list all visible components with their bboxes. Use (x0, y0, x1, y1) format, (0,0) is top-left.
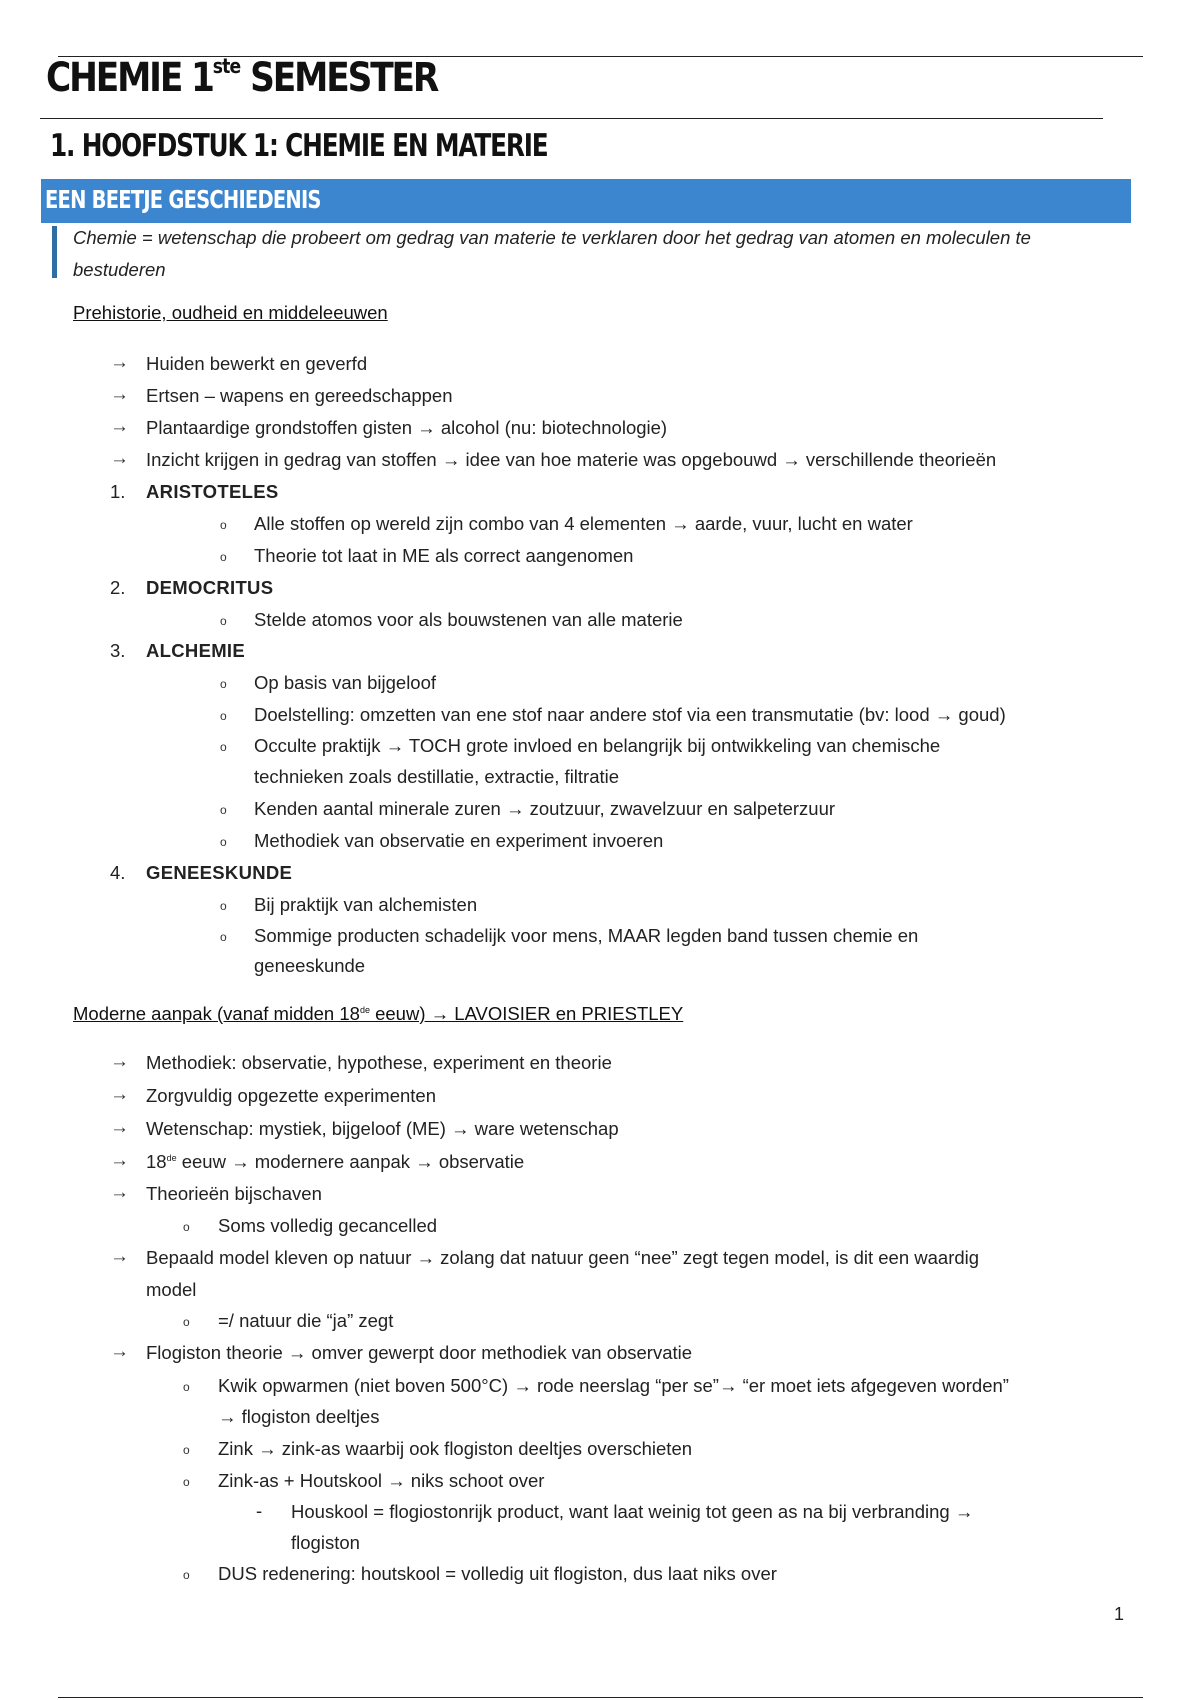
sub-item: Methodiek van observatie en experiment invoeren (254, 830, 664, 851)
arrow-bullet: → (110, 1117, 129, 1138)
circle-bullet: o (183, 1475, 190, 1489)
circle-bullet: o (183, 1220, 190, 1234)
circle-bullet: o (183, 1568, 190, 1582)
sub-item: DUS redenering: houtskool = volledig uit flogiston, dus laat niks over (218, 1563, 777, 1584)
list-number: 4. (110, 862, 126, 883)
bullet-text: Wetenschap: mystiek, bijgeloof (ME) → ware wetenschap (146, 1118, 619, 1139)
circle-bullet: o (220, 835, 227, 849)
circle-bullet: o (220, 614, 227, 628)
bullet-text: Theorieën bijschaven (146, 1183, 322, 1204)
page-number: 1 (1113, 1604, 1124, 1624)
group-heading-democritus: DEMOCRITUS (146, 577, 274, 598)
sub-item-continuation: geneeskunde (254, 955, 366, 976)
arrow-bullet: → (110, 1182, 129, 1203)
arrow-bullet: → (110, 1246, 129, 1267)
group-heading-geneeskunde: GENEESKUNDE (146, 862, 293, 883)
chapter-title: 1. HOOFDSTUK 1: CHEMIE EN MATERIE (50, 128, 548, 164)
sub-item: Alle stoffen op wereld zijn combo van 4 elementen → aarde, vuur, lucht en water (254, 513, 913, 534)
quote-bar (52, 226, 57, 278)
sub-item-continuation: technieken zoals destillatie, extractie, filtratie (254, 766, 620, 787)
list-number: 1. (110, 481, 126, 502)
bullet-text: Plantaardige grondstoffen gisten → alcohol (nu: biotechnologie) (146, 417, 668, 438)
sub-item: Stelde atomos voor als bouwstenen van alle materie (254, 609, 683, 630)
bullet-text: 18de eeuw → modernere aanpak → observatie (146, 1151, 525, 1172)
bullet-text: Huiden bewerkt en geverfd (146, 353, 368, 374)
bullet-continuation: model (146, 1279, 197, 1300)
bullet-text: Inzicht krijgen in gedrag van stoffen → idee van hoe materie was opgebouwd → verschillende theorieën (146, 449, 997, 470)
circle-bullet: o (183, 1443, 190, 1457)
sub-sub-item: Houskool = flogiostonrijk product, want laat weinig tot geen as na bij verbranding → (291, 1501, 974, 1522)
arrow-bullet: → (110, 384, 129, 405)
sub-item: Occulte praktijk → TOCH grote invloed en belangrijk bij ontwikkeling van chemische (254, 735, 941, 756)
section-heading: EEN BEETJE GESCHIEDENIS (45, 185, 321, 214)
section-heading-bar (41, 179, 1131, 223)
arrow-bullet: → (110, 416, 129, 437)
list-number: 3. (110, 640, 126, 661)
sub-item: Soms volledig gecancelled (218, 1215, 438, 1236)
arrow-bullet: → (110, 1084, 129, 1105)
circle-bullet: o (220, 899, 227, 913)
bullet-text: Bepaald model kleven op natuur → zolang dat natuur geen “nee” zegt tegen model, is dit een waardig (146, 1247, 980, 1268)
bottom-rule (58, 1697, 1143, 1698)
sub-item: Bij praktijk van alchemisten (254, 894, 478, 915)
sub-item: Zink-as + Houtskool → niks schoot over (218, 1470, 545, 1491)
sub-item: Doelstelling: omzetten van ene stof naar andere stof via een transmutatie (bv: lood → goud) (254, 704, 1006, 725)
circle-bullet: o (220, 740, 227, 754)
sub-item: Op basis van bijgeloof (254, 672, 437, 693)
bullet-text: Zorgvuldig opgezette experimenten (146, 1085, 437, 1106)
circle-bullet: o (220, 803, 227, 817)
arrow-bullet: → (110, 1150, 129, 1171)
sub-item: Kwik opwarmen (niet boven 500°C) → rode neerslag “per se”→ “er moet iets afgegeven worden” (218, 1375, 1009, 1396)
circle-bullet: o (220, 677, 227, 691)
bullet-text: Ertsen – wapens en gereedschappen (146, 385, 453, 406)
subheading-modern: Moderne aanpak (vanaf midden 18de eeuw) → LAVOISIER en PRIESTLEY (73, 1003, 684, 1024)
sub-item: Zink → zink-as waarbij ook flogiston deeltjes overschieten (218, 1438, 693, 1459)
group-heading-alchemie: ALCHEMIE (146, 640, 246, 661)
circle-bullet: o (183, 1380, 190, 1394)
subheading-prehistory: Prehistorie, oudheid en middeleeuwen (73, 302, 388, 323)
group-heading-aristoteles: ARISTOTELES (146, 481, 279, 502)
circle-bullet: o (220, 709, 227, 723)
sub-item: Kenden aantal minerale zuren → zoutzuur, zwavelzuur en salpeterzuur (254, 798, 836, 819)
bullet-text: Methodiek: observatie, hypothese, experiment en theorie (146, 1052, 612, 1073)
circle-bullet: o (220, 518, 227, 532)
sub-item: =/ natuur die “ja” zegt (218, 1310, 394, 1331)
title-rule (40, 118, 1103, 119)
arrow-bullet: → (110, 352, 129, 373)
sub-item-continuation: → flogiston deeltjes (218, 1406, 380, 1427)
sub-sub-item-continuation: flogiston (291, 1532, 360, 1553)
list-number: 2. (110, 577, 126, 598)
definition-text: Chemie = wetenschap die probeert om gedrag van materie te verklaren door het gedrag van atomen en moleculen te bestuderen (73, 227, 1031, 280)
circle-bullet: o (183, 1315, 190, 1329)
document-title: CHEMIE 1ste SEMESTER (46, 54, 438, 101)
arrow-bullet: → (110, 448, 129, 469)
dash-bullet: - (256, 1500, 263, 1521)
circle-bullet: o (220, 930, 227, 944)
sub-item: Sommige producten schadelijk voor mens, MAAR legden band tussen chemie en (254, 925, 919, 946)
circle-bullet: o (220, 550, 227, 564)
bullet-text: Flogiston theorie → omver gewerpt door methodiek van observatie (146, 1342, 693, 1363)
arrow-bullet: → (110, 1341, 129, 1362)
sub-item: Theorie tot laat in ME als correct aangenomen (254, 545, 634, 566)
arrow-bullet: → (110, 1051, 129, 1072)
